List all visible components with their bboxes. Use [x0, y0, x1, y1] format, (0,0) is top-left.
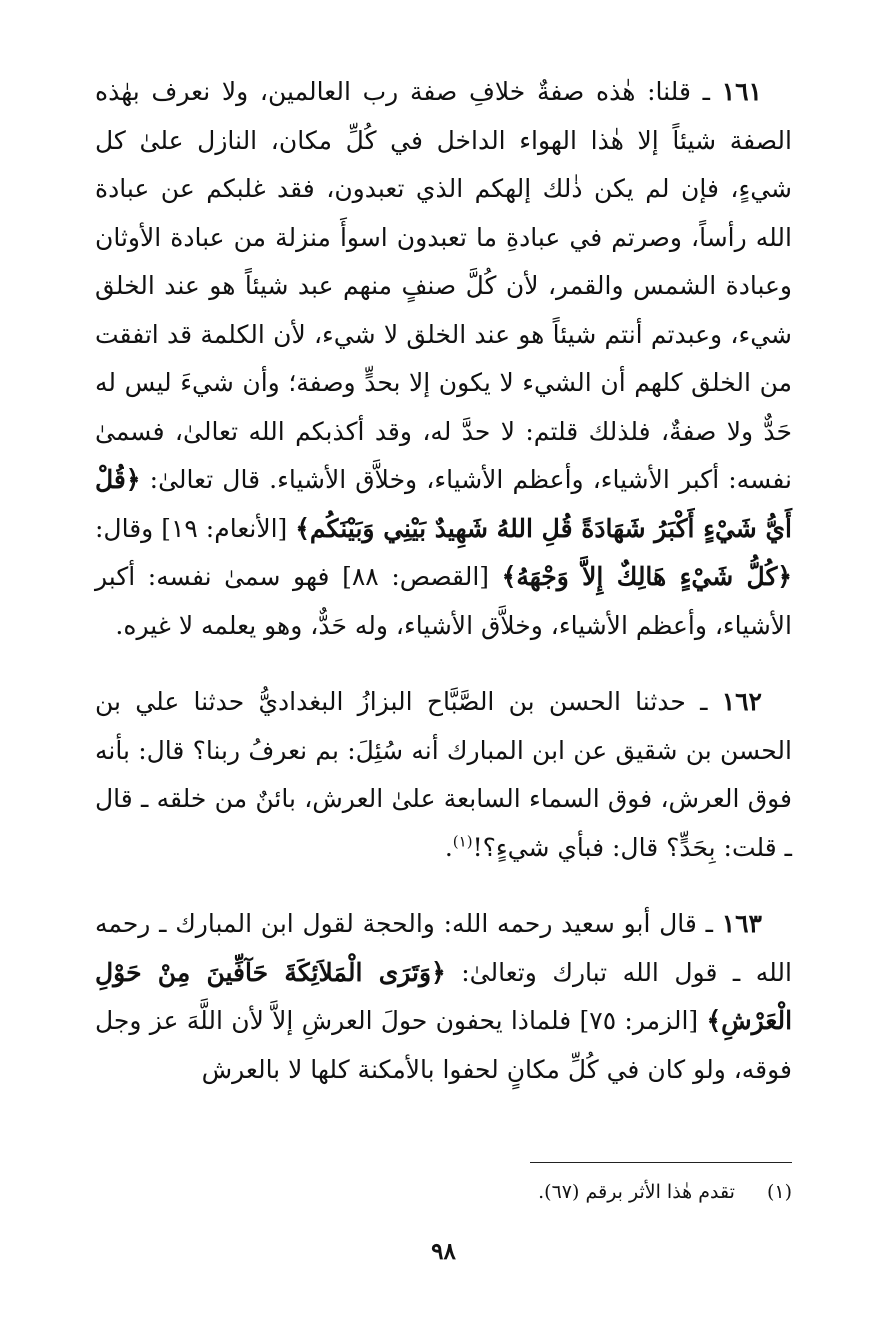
paragraph-text: فلماذا يحفون حولَ العرشِ إلاَّ لأن اللَّهَ عز وجل فوقه، ولو كان في كُلِّ مكانٍ لحفوا بالأمكنة كلها لا بالعرش	[95, 1006, 792, 1084]
paragraph-text: ـ قلنا: هٰذه صفةٌ خلافِ صفة رب العالمين، ولا نعرف بهٰذه الصفة شيئاً إلا هٰذا الهواء الداخل في كُلِّ مكان، النازل علىٰ كل شيءٍ، فإن لم يكن ذٰلك إلهكم الذي تعبدون، فقد غلبكم عن عبادة الله رأساً، وصرتم في عبادةِ ما تعبدون اسوأَ منزلة من عبادة الأوثان وعبادة الشمس والقمر، لأن كُلَّ صنفٍ منهم عبد شيئاً هو عند الخلق شيء، وعبدتم أنتم شيئاً هو عند الخلق لا شيء، لأن الكلمة قد اتفقت من الخلق كلهم أن الشيء لا يكون إلا بحدٍّ وصفة؛ وأن شيءَ ليس له حَدٌّ ولا صفةٌ، فلذلك قلتم: لا حدَّ له، وقد أكذبكم الله تعالىٰ، فسمىٰ نفسه: أكبر الأشياء، وأعظم الأشياء، وخلاَّق الأشياء. قال تعالىٰ:	[95, 77, 792, 494]
paragraph-number: ١٦١	[721, 77, 762, 106]
paragraph-161	[95, 68, 792, 650]
page-number: ٩٨	[431, 1238, 456, 1265]
paragraph-number: ١٦٢	[721, 687, 762, 716]
footnote-reference[interactable]: (١)	[452, 832, 473, 851]
verse-reference: [القصص: ٨٨]	[342, 562, 490, 591]
verse-reference: [الزمر: ٧٥]	[579, 1006, 699, 1035]
verse-reference: [الأنعام: ١٩]	[161, 513, 288, 543]
paragraph-end: .	[444, 832, 453, 862]
paragraph-text: ـ حدثنا الحسن بن الصَّبَّاح البزازُ البغداديُّ حدثنا علي بن الحسن بن شقيق عن ابن المبارك أنه سُئِلَ: بم نعرفُ ربنا؟ قال: بأنه فوق العرش، فوق السماء السابعة علىٰ العرش، بائنٌ من خلقه ـ قال ـ قلت: بِحَدٍّ؟ قال: فبأي شيءٍ؟!	[95, 687, 792, 862]
quran-verse: ﴿وَتَرَى الْمَلاَئِكَةَ حَآفِّينَ مِنْ حَوْلِ الْعَرْشِ﴾	[95, 957, 793, 1035]
footnote-mark: (١)	[766, 1181, 792, 1203]
paragraph-text: ـ قال أبو سعيد رحمه الله: والحجة لقول ابن المبارك ـ رحمه الله ـ قول الله تبارك وتعالىٰ:	[95, 909, 792, 987]
paragraph-number: ١٦٣	[721, 909, 762, 938]
footnote-text: تقدم هٰذا الأثر برقم (٦٧).	[538, 1181, 735, 1203]
paragraph-text: وقال:	[95, 513, 154, 543]
quran-verse: ﴿قُلْ أَيُّ شَيْءٍ أَكْبَرُ شَهَادَةً قُلِ اللهُ شَهِيدٌ بَيْنِي وَبَيْنَكُم﴾	[95, 465, 792, 543]
page-body	[95, 68, 792, 1094]
footnote	[95, 1176, 792, 1208]
paragraph-text: فهو سمىٰ نفسه: أكبر الأشياء، وأعظم الأشياء، وخلاَّق الأشياء، وله حَدٌّ، وهو يعلمه لا غيره.	[95, 562, 792, 640]
paragraph-163	[95, 900, 792, 1094]
footnote-divider	[530, 1162, 792, 1163]
quran-verse: ﴿كُلُّ شَيْءٍ هَالِكٌ إِلاَّ وَجْهَهُ﴾	[501, 562, 793, 591]
paragraph-162	[95, 678, 792, 872]
